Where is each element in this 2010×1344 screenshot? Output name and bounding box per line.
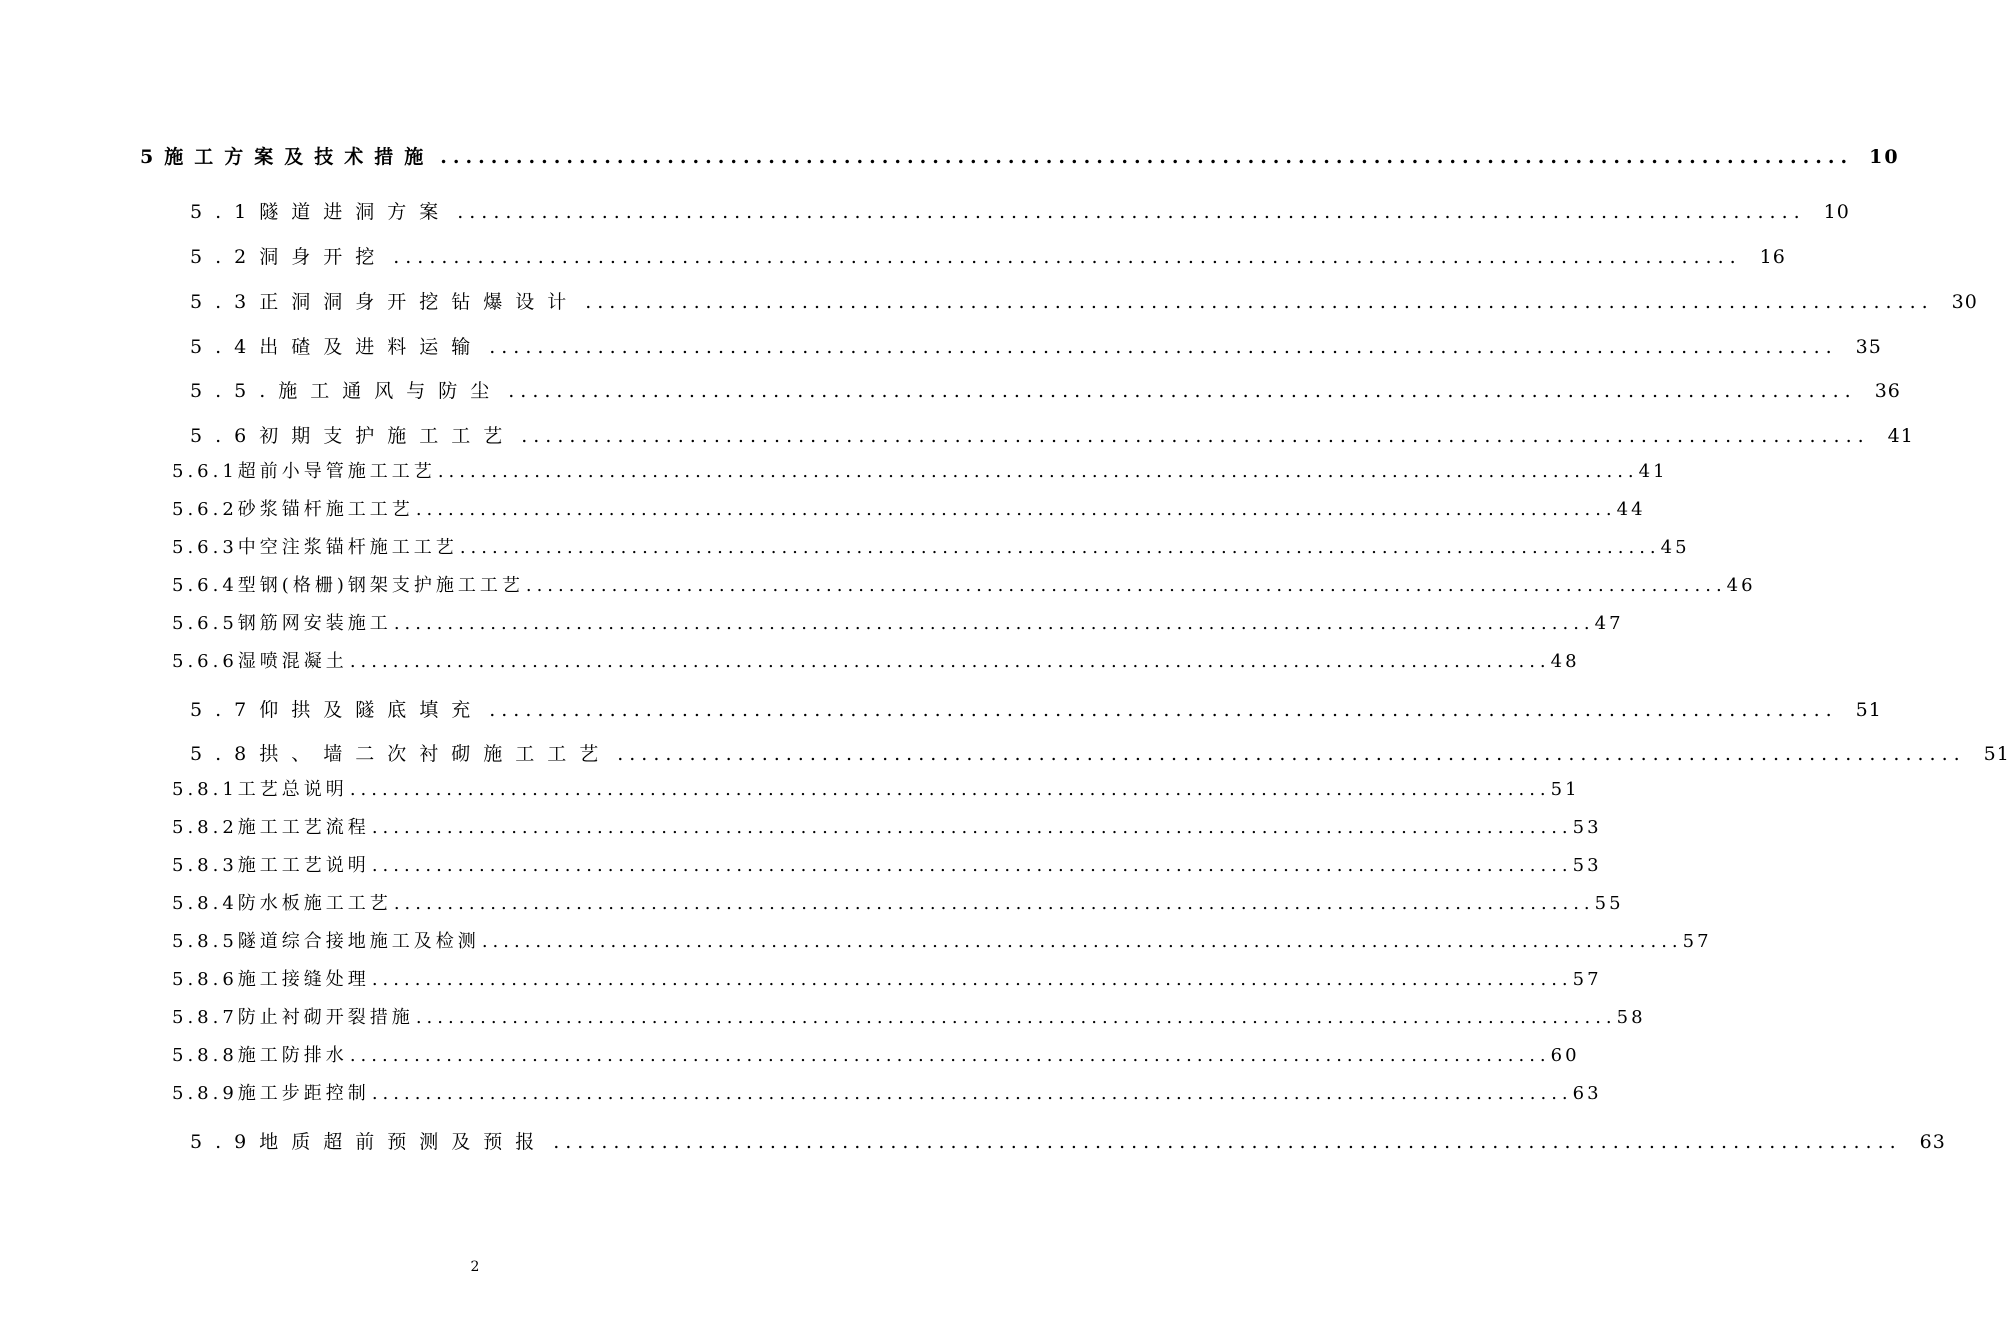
toc-entry-page: 58 [1616,1007,1646,1028]
toc-entry [190,1131,1946,1153]
toc-leader-dots: ................................................................................................................ [349,779,1551,800]
toc-entry-page: 63 [1572,1083,1602,1104]
toc-entry [190,336,1882,358]
toc-entry [172,575,1756,596]
toc-entry-label: 5.9地质超前预测及预报 [190,1131,548,1153]
toc-entry-label: 5.6.2砂浆锚杆施工工艺 [172,499,414,520]
toc-leader-dots: ................................................................................................................ [437,461,1639,482]
toc-entry [172,1045,1580,1066]
toc-entry-label: 5.4出碴及进料运输 [190,336,484,358]
toc-leader-dots: ................................................................................................................ [617,743,1966,765]
toc-entry-label: 5.8.1工艺总说明 [172,779,348,800]
toc-entry-page: 51 [1550,779,1580,800]
toc-entry-page: 45 [1660,537,1690,558]
toc-entry [190,246,1786,268]
toc-entry-page: 57 [1572,969,1602,990]
toc-leader-dots: ................................................................................................................ [553,1131,1902,1153]
toc-entry-label: 5.6.3中空注浆锚杆施工工艺 [172,537,458,558]
toc-entry-page: 44 [1616,499,1646,520]
toc-leader-dots: ................................................................................................................ [489,699,1838,721]
toc-entry-page: 30 [1951,291,1978,313]
toc-entry [140,146,1900,168]
toc-entry-page: 60 [1550,1045,1580,1066]
toc-entry [172,499,1646,520]
toc-entry [190,380,1901,402]
toc-leader-dots: ................................................................................................................ [415,499,1617,520]
toc-leader-dots: ................................................................................................................ [393,893,1595,914]
toc-leader-dots: ................................................................................................................ [521,425,1870,447]
toc-entry-page: 53 [1572,855,1602,876]
toc-entry-page: 10 [1823,201,1850,223]
toc-entry-page: 48 [1550,651,1580,672]
toc-leader-dots: ................................................................................................................ [393,246,1742,268]
toc-leader-dots: ................................................................................................................ [481,931,1683,952]
toc-entry-label: 5.5.施工通风与防尘 [190,380,503,402]
toc-entry-page: 47 [1594,613,1624,634]
toc-entry [172,969,1602,990]
toc-leader-dots: ................................................................................................................ [371,855,1573,876]
toc-entry [190,699,1882,721]
toc-entry-label: 5.8.9施工步距控制 [172,1083,370,1104]
toc-entry-label: 5.3正洞洞身开挖钻爆设计 [190,291,580,313]
toc-leader-dots: ................................................................................................................ [415,1007,1617,1028]
toc-entry [190,743,2010,765]
toc-entry [172,817,1602,838]
toc-entry [172,1007,1646,1028]
toc-leader-dots: ................................................................................................................ [459,537,1661,558]
toc-entry [172,613,1624,634]
toc-entry-page: 16 [1759,246,1786,268]
toc-entry [190,291,1978,313]
toc-entry-label: 5.8.3施工工艺说明 [172,855,370,876]
toc-entry [190,425,1914,447]
toc-leader-dots: ................................................................................................................ [440,146,1854,168]
toc-leader-dots: ................................................................................................................ [525,575,1727,596]
toc-entry-label: 5.6.6湿喷混凝土 [172,651,348,672]
toc-leader-dots: ................................................................................................................ [371,817,1573,838]
toc-leader-dots: ................................................................................................................ [489,336,1838,358]
toc-entry-page: 51 [1983,743,2010,765]
toc-entry [172,461,1668,482]
toc-entry-label: 5.8.5隧道综合接地施工及检测 [172,931,480,952]
toc-entry-label: 5.8拱、墙二次衬砌施工工艺 [190,743,612,765]
toc-entry-label: 5.8.7防止衬砌开裂措施 [172,1007,414,1028]
toc-entry-page: 41 [1887,425,1914,447]
toc-entry [172,931,1712,952]
toc-entry-label: 5.6.5钢筋网安装施工 [172,613,392,634]
toc-entry-page: 57 [1682,931,1712,952]
toc-entry [172,651,1580,672]
toc-entry-page: 36 [1874,380,1901,402]
toc-leader-dots: ................................................................................................................ [349,1045,1551,1066]
toc-entry [172,855,1602,876]
toc-entry-label: 5.8.6施工接缝处理 [172,969,370,990]
toc-entry-page: 55 [1594,893,1624,914]
toc-entry-page: 51 [1855,699,1882,721]
toc-leader-dots: ................................................................................................................ [393,613,1595,634]
toc-entry [172,893,1624,914]
toc-entry [190,201,1850,223]
toc-entry [172,779,1580,800]
toc-entry-label: 5施工方案及技术措施 [140,146,435,168]
toc-leader-dots: ................................................................................................................ [349,651,1551,672]
toc-entry [172,537,1690,558]
toc-entry-label: 5.2洞身开挖 [190,246,388,268]
toc-leader-dots: ................................................................................................................ [508,380,1857,402]
toc-entry-page: 10 [1869,146,1900,168]
toc-entry-page: 35 [1855,336,1882,358]
toc-entry-label: 5.8.4防水板施工工艺 [172,893,392,914]
toc-entry-page: 46 [1726,575,1756,596]
toc-entry-page: 53 [1572,817,1602,838]
toc-entry-label: 5.1隧道进洞方案 [190,201,452,223]
toc-leader-dots: ................................................................................................................ [371,969,1573,990]
toc-entry-label: 5.8.2施工工艺流程 [172,817,370,838]
toc-leader-dots: ................................................................................................................ [457,201,1806,223]
toc-entry-label: 5.7仰拱及隧底填充 [190,699,484,721]
toc-leader-dots: ................................................................................................................ [585,291,1934,313]
toc-entry-label: 5.6.4型钢(格栅)钢架支护施工工艺 [172,575,524,596]
toc-entry-page: 41 [1638,461,1668,482]
toc-entry-label: 5.6.1超前小导管施工工艺 [172,461,436,482]
toc-entry-label: 5.6初期支护施工工艺 [190,425,516,447]
toc-entry-label: 5.8.8施工防排水 [172,1045,348,1066]
toc-entry-page: 63 [1919,1131,1946,1153]
toc-entry [172,1083,1602,1104]
page-number: 2 [470,1259,480,1275]
toc-leader-dots: ................................................................................................................ [371,1083,1573,1104]
